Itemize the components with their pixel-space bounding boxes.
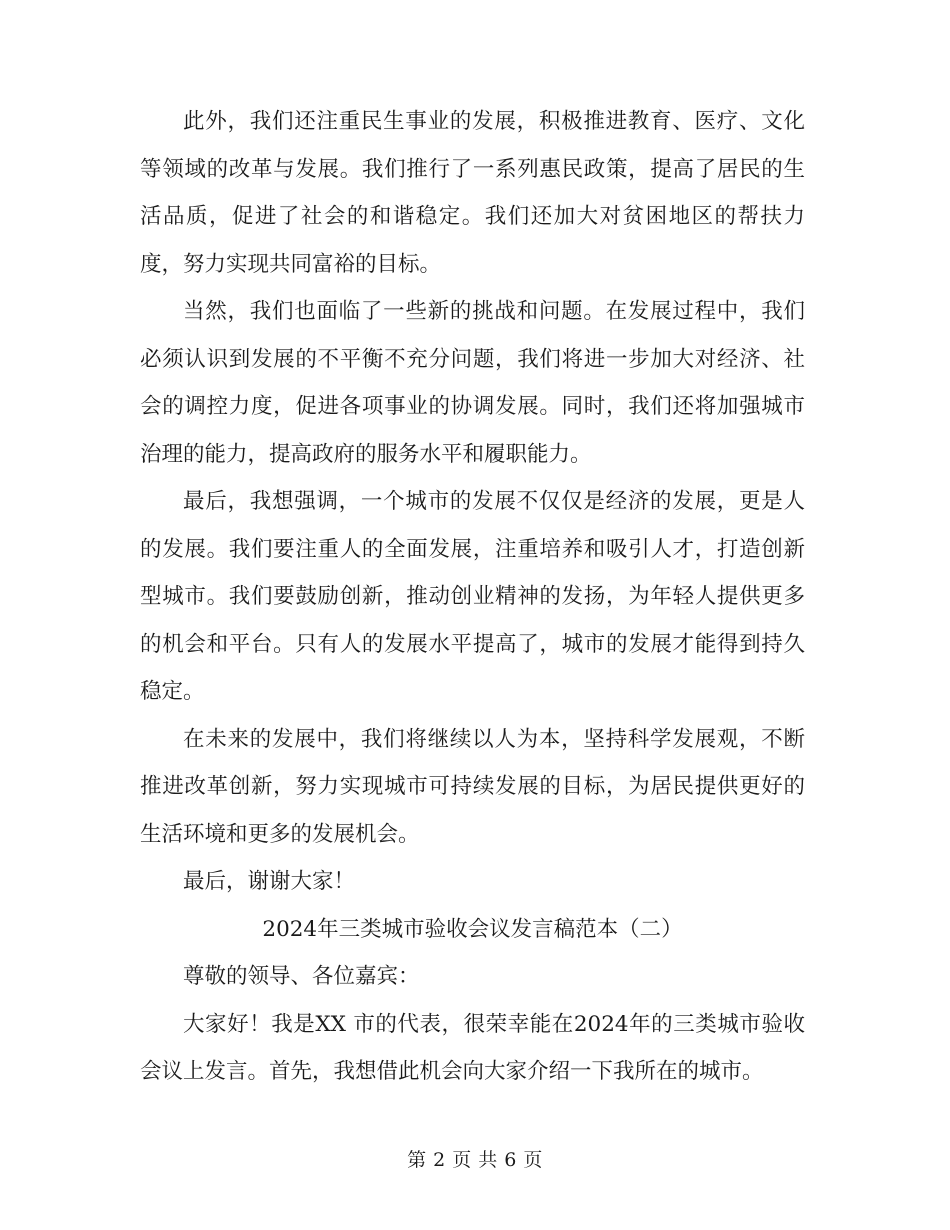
paragraph-human-development: 最后，我想强调，一个城市的发展不仅仅是经济的发展，更是人的发展。我们要注重人的全面发展，注重培养和吸引人才，打造创新型城市。我们要鼓励创新，推动创业精神的发扬，为年轻人提供更多的机会和平台。只有人的发展水平提高了，城市的发展才能得到持久稳定。 — [140, 489, 805, 704]
salutation: 尊敬的领导、各位嘉宾： — [183, 964, 420, 989]
paragraph-thanks: 最后，谢谢大家！ — [183, 869, 356, 894]
document-body — [140, 98, 805, 1096]
page-footer: 第 2 页 共 6 页 — [407, 1149, 543, 1171]
paragraph-future: 在未来的发展中，我们将继续以人为本，坚持科学发展观，不断推进改革创新，努力实现城市可持续发展的目标，为居民提供更好的生活环境和更多的发展机会。 — [140, 726, 805, 847]
paragraph-greeting: 大家好！我是XX 市的代表，很荣幸能在2024年的三类城市验收会议上发言。首先，我想借此机会向大家介绍一下我所在的城市。 — [140, 1011, 805, 1084]
section-title: 2024年三类城市验收会议发言稿范本（二） — [262, 916, 683, 942]
paragraph-livelihood: 此外，我们还注重民生事业的发展，积极推进教育、医疗、文化等领域的改革与发展。我们推行了一系列惠民政策，提高了居民的生活品质，促进了社会的和谐稳定。我们还加大对贫困地区的帮扶力度，努力实现共同富裕的目标。 — [140, 109, 805, 277]
paragraph-challenges: 当然，我们也面临了一些新的挑战和问题。在发展过程中，我们必须认识到发展的不平衡不充分问题，我们将进一步加大对经济、社会的调控力度，促进各项事业的协调发展。同时，我们还将加强城市治理的能力，提高政府的服务水平和履职能力。 — [140, 299, 805, 467]
